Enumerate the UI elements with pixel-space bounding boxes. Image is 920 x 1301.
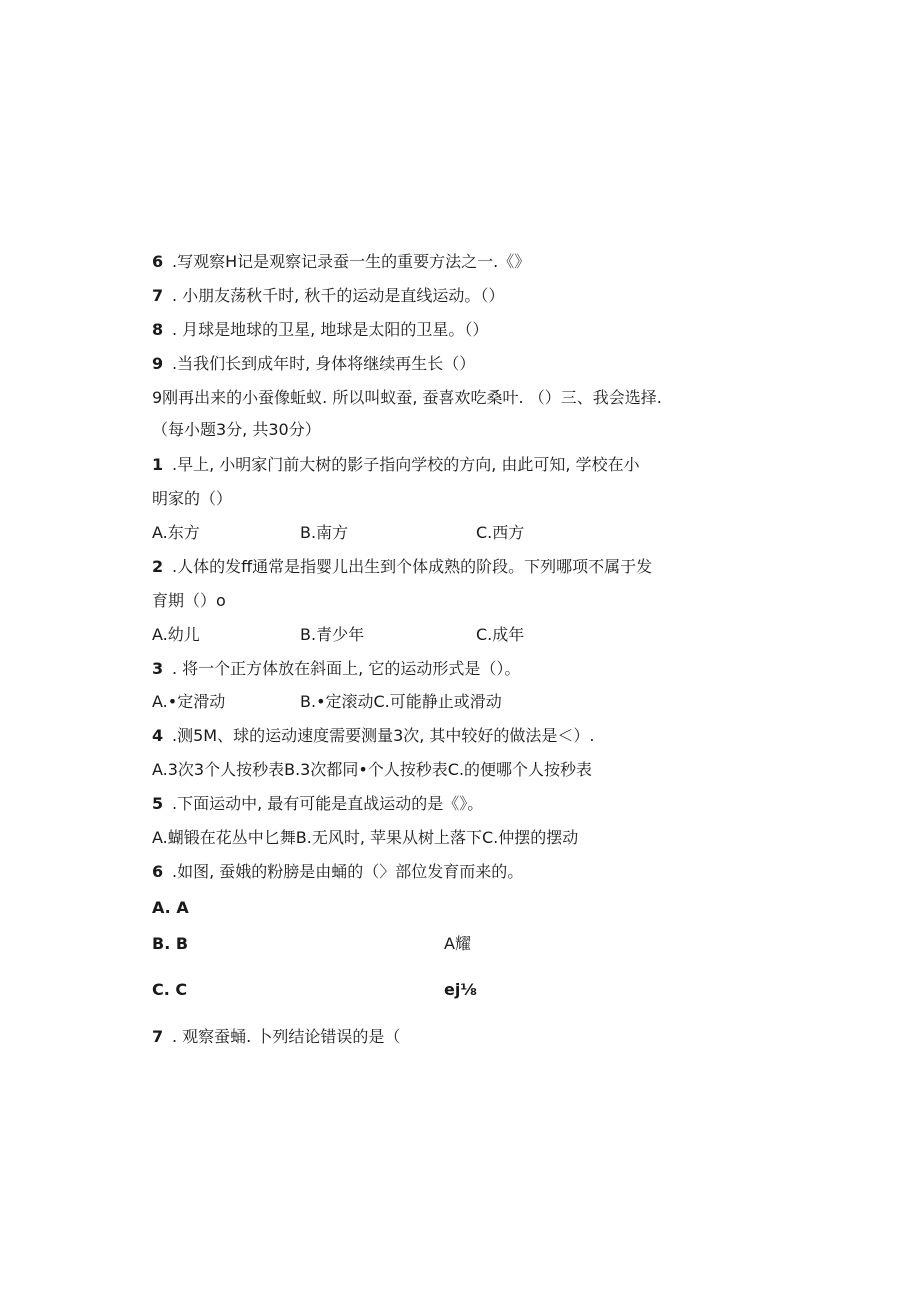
q1-option-a: A.东方 xyxy=(152,523,200,542)
q5-options: A.蝴锻在花丛中匕舞B.无风时, 苹果从树上落下C.仲摆的摆动 xyxy=(152,828,579,847)
question-number: 1 xyxy=(152,455,164,474)
q2-option-b: B.青少年 xyxy=(300,625,365,644)
figure-label-2: ej⅛ xyxy=(444,980,477,999)
question-text: .测5M、球的运动速度需要测量3次, 其中较好的做法是＜）. xyxy=(172,726,595,745)
item-text: .当我们长到成年时, 身体将继续再生长（） xyxy=(172,354,476,373)
question-text: . 观察蚕蛹. 卜列结论错误的是（ xyxy=(172,1027,401,1046)
question-number: 5 xyxy=(152,794,164,813)
q2-option-c: C.成年 xyxy=(476,625,525,644)
item-text: .写观察H记是观察记录蚕一生的重要方法之一.《》 xyxy=(172,252,531,271)
item-text: . 小朋友荡秋千时, 秋千的运动是直线运动。（） xyxy=(172,286,505,305)
tf-item-7 xyxy=(152,286,504,306)
question-7 xyxy=(152,1027,400,1047)
tf-item-8 xyxy=(152,320,488,340)
q2-option-a: A.幼儿 xyxy=(152,625,200,644)
question-2-cont: 育期（）o xyxy=(152,591,226,610)
question-text: . 将一个正方体放在斜面上, 它的运动形式是（）。 xyxy=(172,659,521,678)
q4-options: A.3次3个人按秒表B.3次都同•个人按秒表C.的便哪个人按秒表 xyxy=(152,760,593,779)
question-number: 2 xyxy=(152,557,164,576)
question-text: .人体的发ff通常是指婴儿出生到个体成熟的阶段。下列哪项不属于发 xyxy=(172,557,653,576)
question-1 xyxy=(152,455,640,475)
question-number: 3 xyxy=(152,659,164,678)
q6-option-a: A. A xyxy=(152,898,189,917)
question-text: .下面运动中, 最有可能是直战运动的是《》。 xyxy=(172,794,484,813)
q3-option-a: A.•定滑动 xyxy=(152,692,226,711)
question-text: .早上, 小明家门前大树的影子指向学校的方向, 由此可知, 学校在小 xyxy=(172,455,640,474)
figure-label-1: A耀 xyxy=(444,934,471,953)
question-3 xyxy=(152,659,520,679)
section-note: （每小题3分, 共30分） xyxy=(152,420,321,439)
q1-option-b: B.南方 xyxy=(300,523,349,542)
item-number: 7 xyxy=(152,286,164,305)
item-number: 9 xyxy=(152,354,164,373)
item-number: 8 xyxy=(152,320,164,339)
question-number: 4 xyxy=(152,726,164,745)
q6-option-c: C. C xyxy=(152,980,188,999)
question-1-cont: 明家的（） xyxy=(152,489,233,508)
tf-item-9 xyxy=(152,354,475,374)
item-number: 6 xyxy=(152,252,164,271)
question-text: .如图, 蚕娥的粉膀是由蛹的（〉部位发育而来的。 xyxy=(172,862,524,881)
question-number: 7 xyxy=(152,1027,164,1046)
question-2 xyxy=(152,557,652,577)
q1-option-c: C.西方 xyxy=(476,523,525,542)
item-text: . 月球是地球的卫星, 地球是太阳的卫星。（） xyxy=(172,320,489,339)
tf-item-10-and-section-title: 9刚再出来的小蚕像蚯蚁. 所以叫蚁蚕, 蚕喜欢吃桑叶. （）三、我会选择. xyxy=(152,388,662,407)
question-5 xyxy=(152,794,483,814)
question-number: 6 xyxy=(152,862,164,881)
tf-item-6 xyxy=(152,252,530,272)
q6-option-b: B. B xyxy=(152,934,189,953)
question-6 xyxy=(152,862,523,882)
q3-option-bc: B.•定滚动C.可能静止或滑动 xyxy=(300,692,502,711)
question-4 xyxy=(152,726,595,746)
